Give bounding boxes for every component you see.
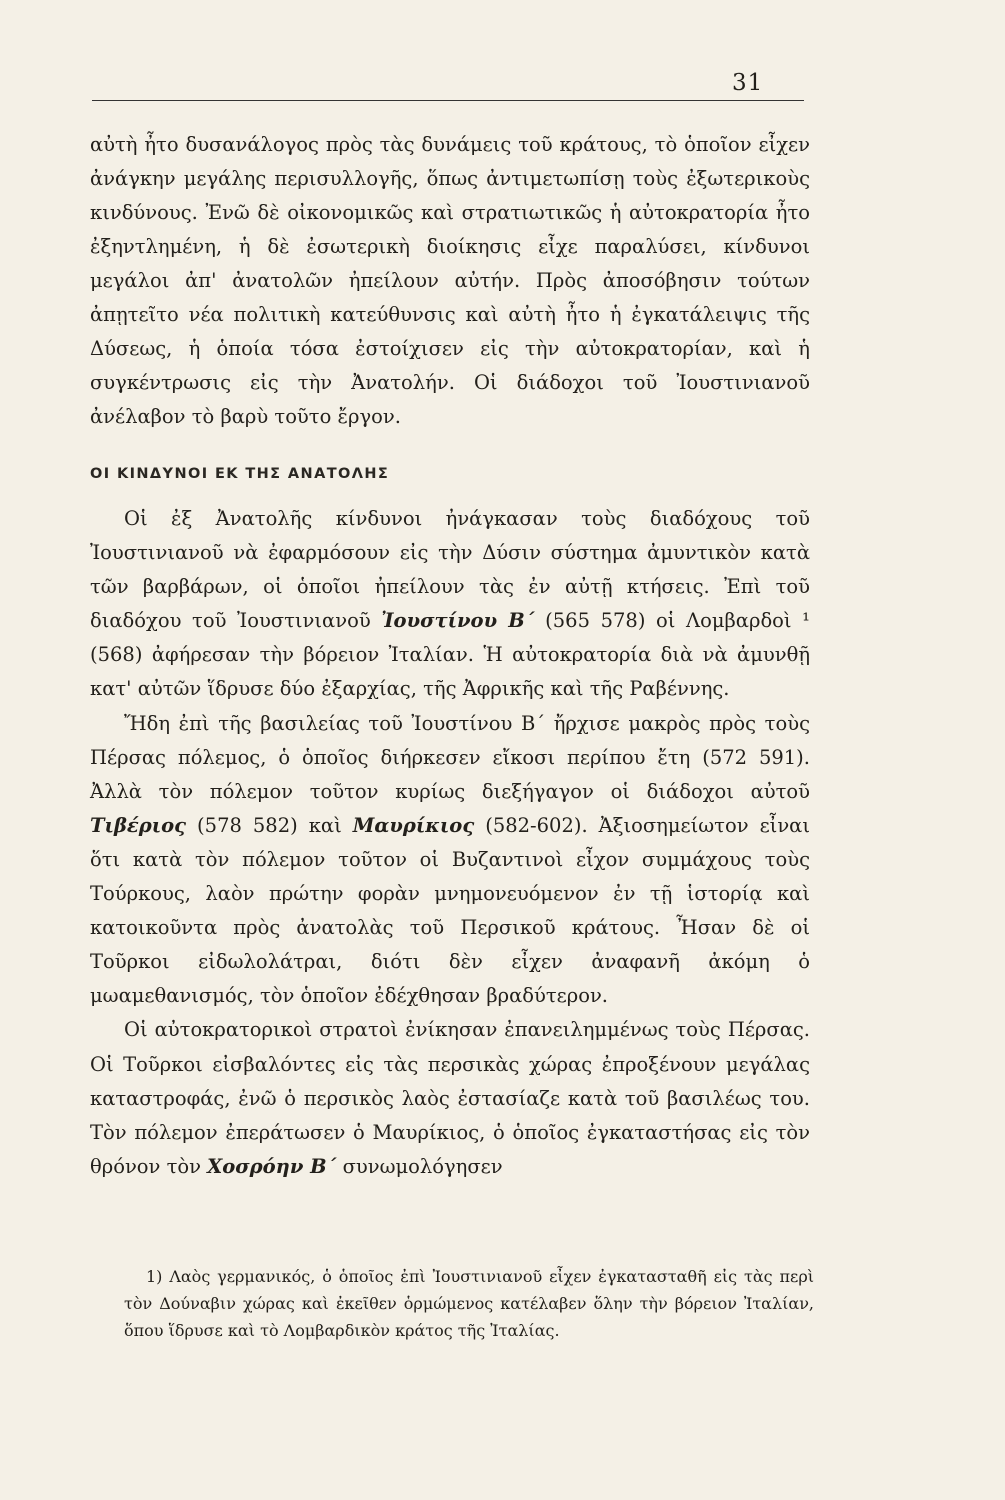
paragraph-2 xyxy=(90,707,810,1014)
p2-text-3: (582-602). Ἀξιοσημείωτον εἶναι ὅτι κατὰ τὸν πόλεμον τοῦτον οἱ Βυζαντινοὶ εἶχον συμμάχους τοὺς Τούρκους, λαὸν πρώτην φορὰν μνημονευόμενον ἐν τῇ ἱστορίᾳ καὶ κατοικοῦντα πρὸς ἀνατολὰς τοῦ Περσικοῦ κράτους. Ἦσαν δὲ οἱ Τοῦρκοι εἰδωλολάτραι, διότι δὲν εἶχεν ἀναφανῆ ἀκόμη ὁ μωαμεθανισμός, τὸν ὁποῖον ἐδέχθησαν βραδύτερον. xyxy=(90,813,810,1008)
footnote-text: 1) Λαὸς γερμανικός, ὁ ὁποῖος ἐπὶ Ἰουστινιανοῦ εἶχεν ἐγκατασταθῆ εἰς τὰς περὶ τὸν Δούναβιν χώρας καὶ ἐκεῖθεν ὁρμώμενος κατέλαβεν ὅλην τὴν βόρειον Ἰταλίαν, ὅπου ἵδρυσε καὶ τὸ Λομβαρδικὸν κράτος τῆς Ἰταλίας. xyxy=(124,1267,814,1340)
emperor-name-tiberius: Τιβέριος xyxy=(90,813,187,837)
section-heading: ΟΙ ΚΙΝΔΥΝΟΙ ΕΚ ΤΗΣ ΑΝΑΤΟΛΗΣ xyxy=(90,466,390,482)
page-number: 31 xyxy=(732,70,764,96)
p2-text-1: Ἤδη ἐπὶ τῆς βασιλείας τοῦ Ἰουστίνου Β΄ ἤρχισε μακρὸς πρὸς τοὺς Πέρσας πόλεμος, ὁ ὁποῖος διήρκεσεν εἴκοσι περίπου ἔτη (572 591). Ἀλλὰ τὸν πόλεμον τοῦτον κυρίως διεξήγαγον οἱ διάδοχοι αὐτοῦ xyxy=(90,711,810,803)
header-rule xyxy=(92,100,804,101)
p1-text-1: Οἱ ἐξ Ἀνατολῆς κίνδυνοι ἠνάγκασαν τοὺς διαδόχους τοῦ Ἰουστινιανοῦ νὰ ἐφαρμόσουν εἰς τὴν Δύσιν σύστημα ἀμυντικὸν κατὰ τῶν βαρβάρων, οἱ ὁποῖοι ἠπείλουν τὰς ἐν αὐτῇ κτήσεις. Ἐπὶ τοῦ διαδόχου τοῦ Ἰουστινιανοῦ xyxy=(90,507,810,633)
paragraph-3 xyxy=(90,1013,810,1183)
emperor-name-maurice: Μαυρίκιος xyxy=(352,813,475,837)
section-body xyxy=(90,502,810,1184)
emperor-name-justin: Ἰουστίνου Β΄ xyxy=(381,609,535,633)
p1-text-2: (565 578) οἱ Λομβαρδοὶ ¹ (568) ἀφήρεσαν τὴν βόρειον Ἰταλίαν. Ἡ αὐτοκρατορία διὰ νὰ ἀμυνθῇ κατ' αὐτῶν ἵδρυσε δύο ἐξαρχίας, τῆς Ἀφρικῆς καὶ τῆς Ραβέννης. xyxy=(90,609,810,701)
p3-text-2: συνωμολόγησεν xyxy=(336,1154,503,1178)
footnote xyxy=(124,1263,814,1344)
p2-text-2: (578 582) καὶ xyxy=(186,813,353,837)
king-name-khosrow: Χοσρόην Β΄ xyxy=(207,1154,337,1178)
p3-text-1: Οἱ αὐτοκρατορικοὶ στρατοὶ ἐνίκησαν ἐπανειλημμένως τοὺς Πέρσας. Οἱ Τοῦρκοι εἰσβαλόντες εἰς τὰς περσικὰς χώρας ἐπροξένουν μεγάλας καταστροφάς, ἐνῶ ὁ περσικὸς λαὸς ἐστασίαζε κατὰ τοῦ βασιλέως του. Τὸν πόλεμον ἐπεράτωσεν ὁ Μαυρίκιος, ὁ ὁποῖος ἐγκαταστήσας εἰς τὸν θρόνον τὸν xyxy=(90,1018,810,1178)
intro-paragraph: αὐτὴ ἦτο δυσανάλογος πρὸς τὰς δυνάμεις τοῦ κράτους, τὸ ὁποῖον εἶχεν ἀνάγκην μεγάλης περισυλλογῆς, ὅπως ἀντιμετωπίσῃ τοὺς ἐξωτερικοὺς κινδύνους. Ἐνῶ δὲ οἰκονομικῶς καὶ στρατιωτικῶς ἡ αὐτοκρατορία ἦτο ἐξηντλημένη, ἡ δὲ ἐσωτερικὴ διοίκησις εἶχε παραλύσει, κίνδυνοι μεγάλοι ἀπ' ἀνατολῶν ἠπείλουν αὐτήν. Πρὸς ἀποσόβησιν τούτων ἀπῃτεῖτο νέα πολιτικὴ κατεύθυνσις καὶ αὐτὴ ἦτο ἡ ἐγκατάλειψις τῆς Δύσεως, ἡ ὁποία τόσα ἐστοίχισεν εἰς τὴν αὐτοκρατορίαν, καὶ ἡ συγκέντρωσις εἰς τὴν Ἀνατολήν. Οἱ διάδοχοι τοῦ Ἰουστινιανοῦ ἀνέλαβον τὸ βαρὺ τοῦτο ἔργον. xyxy=(90,133,810,428)
paragraph-1 xyxy=(90,502,810,707)
